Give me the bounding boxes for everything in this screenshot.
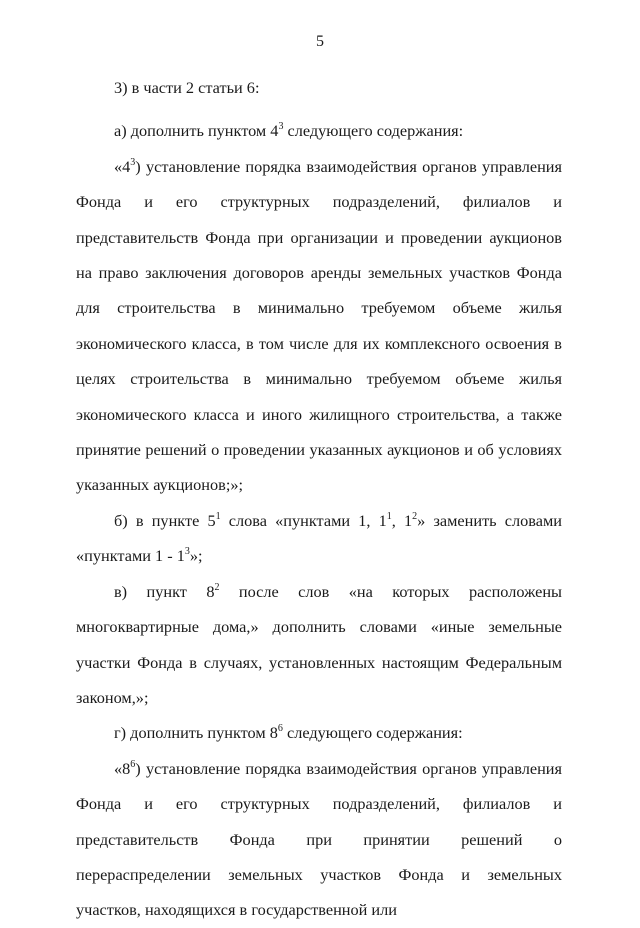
superscript-index: 1 (215, 510, 221, 522)
paragraph-item-g: г) дополнить пунктом $8^6$ следующего содержания: (114, 723, 463, 743)
superscript-index: 2 (412, 510, 418, 522)
paragraph-item-4-3-text: «$4^3$) установление порядка взаимодействия органов управления Фонда и его структурных подразделений, филиалов и представительств Фонда при организации и проведении аукционов на право заключения договоров аренды земельных участков Фонда для строительства в минимально требуемом объеме жилья экономического класса, в том числе для их комплексного освоения в целях строительства в минимально требуемом объеме жилья экономического класса и иного жилищного строительства, а также принятие решений о проведении указанных аукционов и об условиях указанных аукционов;»; (76, 156, 562, 495)
superscript-index: 6 (130, 758, 136, 770)
page-number: 5 (316, 33, 324, 50)
paragraph-item-b: б) в пункте $5^1$ слова «пунктами 1, $1^1$, $1^2$» заменить словами «пунктами $1 - 1^3$»; (76, 510, 562, 566)
superscript-index: 3 (130, 156, 136, 168)
superscript-index: 6 (277, 723, 283, 735)
superscript-index: 2 (214, 581, 220, 593)
superscript-index: 1 (386, 510, 392, 522)
document-body (76, 70, 562, 928)
paragraph-article-6-part-2: 3) в части 2 статьи 6: (114, 78, 260, 97)
paragraph-item-a: а) дополнить пунктом $4^3$ следующего содержания: (114, 121, 464, 141)
paragraph-item-v: в) пункт $8^2$ после слов «на которых расположены многоквартирные дома,» дополнить словами «иные земельные участки Фонда в случаях, установленных настоящим Федеральным законом,»; (76, 581, 562, 707)
superscript-index: 3 (184, 546, 190, 558)
paragraph-item-8-6-text: «$8^6$) установление порядка взаимодействия органов управления Фонда и его структурных подразделений, филиалов и представительств Фонда при принятии решений о перераспределении земельных участков Фонда и земельных участков, находящихся в государственной или (76, 758, 562, 920)
superscript-index: 3 (278, 121, 284, 133)
